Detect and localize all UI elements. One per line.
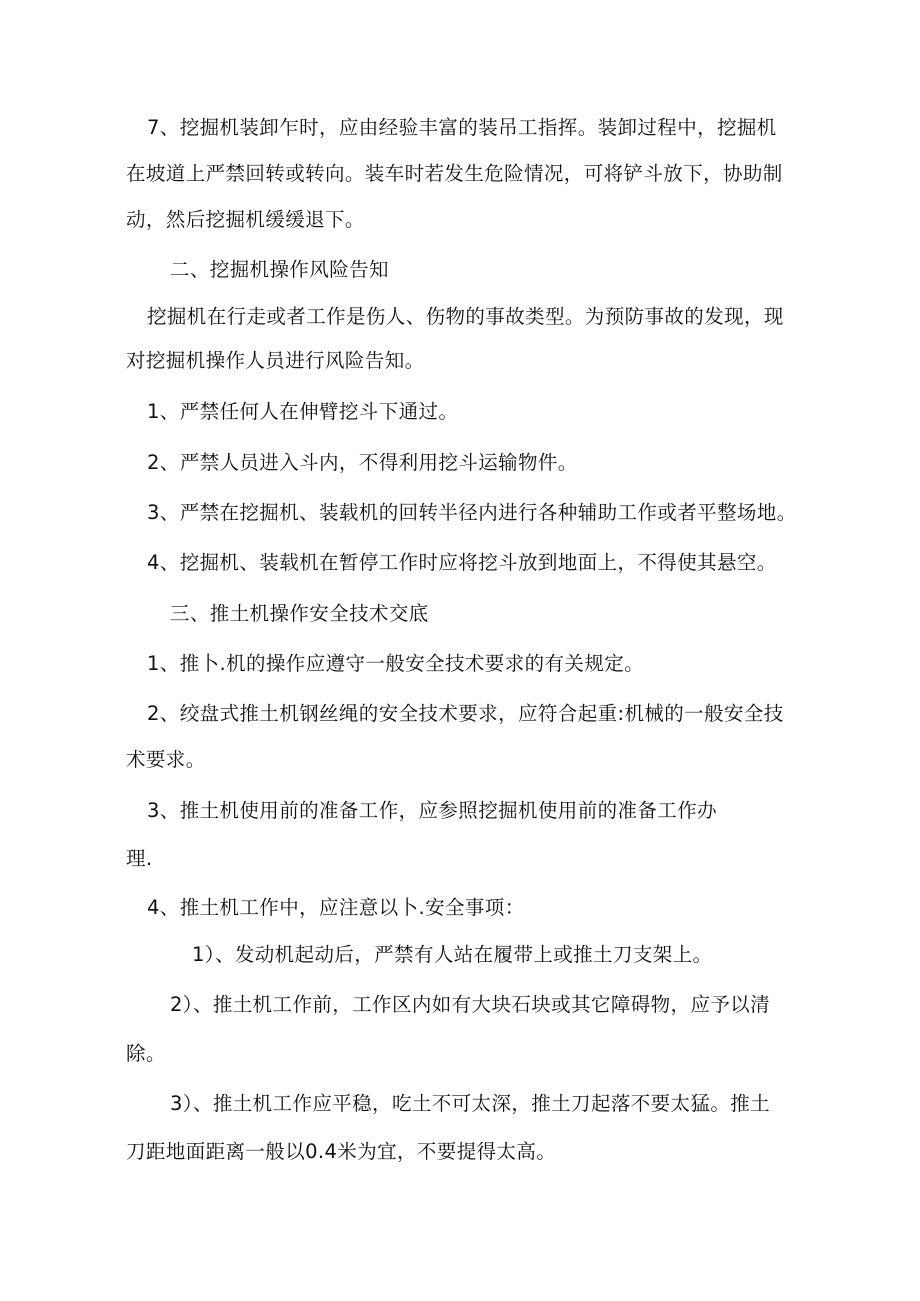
text-line: 除。	[126, 1042, 166, 1065]
text-line: 刀距地面距离一般以0.4米为宜，不要提得太高。	[126, 1140, 557, 1163]
text-line: 7、挖掘机装卸乍时，应由经验丰富的装吊工指挥。装卸过程中，挖掘机	[147, 116, 777, 139]
text-line: 3）、推土机工作应平稳，吃土不可太深，推土刀起落不要太猛。推土	[170, 1092, 771, 1115]
list-item-2: 2、严禁人员进入斗内，不得利用挖斗运输物件。	[147, 451, 578, 474]
text-line: 2）、推土机工作前，工作区内如有大块石块或其它障碍物，应予以清	[170, 993, 771, 1016]
list-item-4: 4、挖掘机、装载机在暂停工作时应将挖斗放到地面上，不得使其悬空。	[147, 551, 777, 574]
list-item-1: 1、推卜.机的操作应遵守一般安全技术要求的有关规定。	[147, 652, 645, 675]
list-item-3: 3、严禁在挖掘机、装载机的回转半径内进行各种辅助工作或者平整场地。	[147, 501, 797, 524]
text-line: 挖掘机在行走或者工作是伤人、伤物的事故类型。为预防事故的发现，现	[147, 305, 784, 328]
text-line: 对挖掘机操作人员进行风险告知。	[126, 349, 425, 372]
sub-item-1: 1）、发动机起动后，严禁有人站在履带上或推土刀支架上。	[192, 943, 713, 966]
section-heading-3: 三、推土机操作安全技术交底	[170, 602, 429, 625]
text-line: 理.	[126, 847, 153, 870]
list-item-1: 1、严禁任何人在伸臂挖斗下通过。	[147, 400, 459, 423]
text-line: 动，然后挖掘机缓缓退下。	[126, 208, 365, 231]
list-item-4: 4、推土机工作中，应注意以卜.安全事项：	[147, 896, 525, 919]
text-line: 3、推土机使用前的准备工作，应参照挖掘机使用前的准备工作办	[147, 799, 718, 822]
text-line: 术要求。	[126, 748, 206, 771]
section-heading-2: 二、挖掘机操作风险告知	[170, 258, 389, 281]
text-line: 在坡道上严禁回转或转向。装车时若发生危险情况，可将铲斗放下，协助制	[126, 162, 783, 185]
text-line: 2、绞盘式推土机钢丝绳的安全技术要求，应符合起重:机械的一般安全技	[147, 702, 784, 725]
